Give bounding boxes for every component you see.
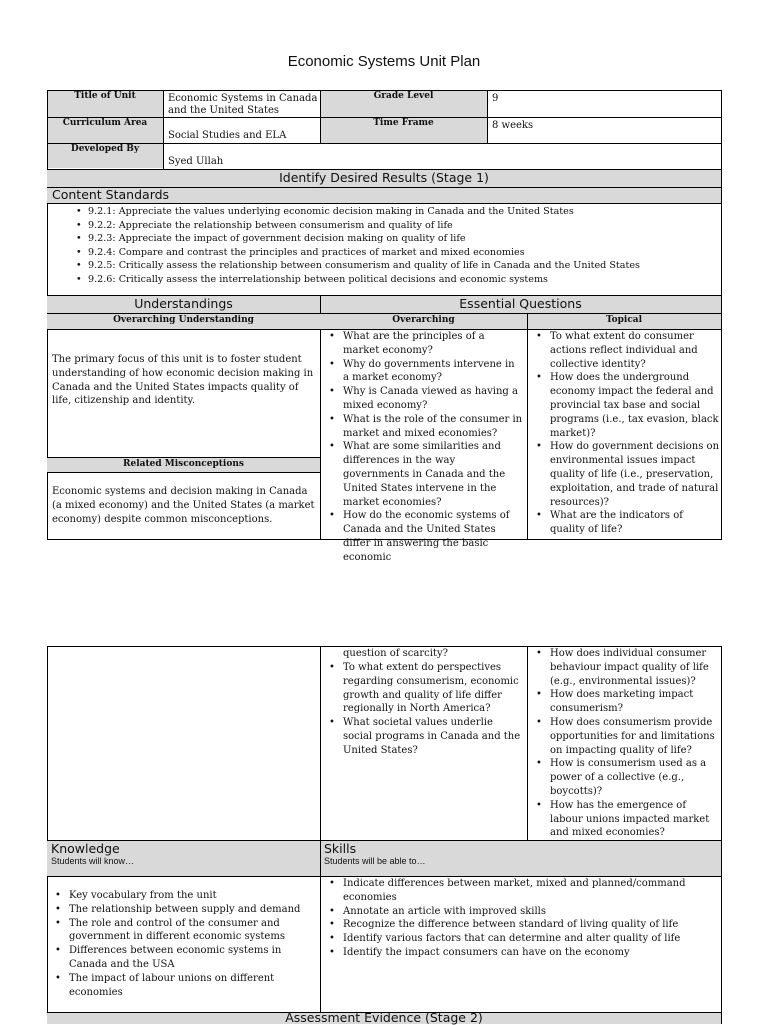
developed-by-label: Developed By [70,144,140,154]
title-of-unit-label: Title of Unit [74,91,136,101]
skills-header: Skills Students will be able to… [324,841,426,866]
curriculum-area-value: Social Studies and ELA [168,130,287,141]
time-frame-value: 8 weeks [492,120,534,131]
knowledge-header: Knowledge Students will know… [51,841,135,866]
list-item: • Identify the impact consumers can have on the economy [323,946,718,960]
list-item: • How do government decisions on environmental issues impact quality of life (i.e., preservation, exploitation, and trade of natural resources)? [530,440,719,509]
list-item: • The relationship between supply and demand [49,903,315,917]
overarching-continued: question of scarcity? [343,648,448,659]
list-item: • The role and control of the consumer and government in different economic systems [49,917,315,945]
list-item: • 9.2.2: Appreciate the relationship between consumerism and quality of life [70,219,640,233]
list-item: • Key vocabulary from the unit [49,889,315,903]
misconceptions-text: Economic systems and decision making in Canada (a mixed economy) and the United States (a market economy) despite common misconceptions. [52,486,315,525]
list-item: • 9.2.5: Critically assess the relationship between consumerism and quality of life in Canada and the United States [70,259,640,273]
list-item: • How does individual consumer behaviour impact quality of life (e.g., environmental issues)? [530,647,719,688]
list-item: • How do the economic systems of Canada and the United States differ in answering the basic economic [323,509,523,564]
topical-questions-list-2 [530,647,719,840]
list-item: • Differences between economic systems in Canada and the USA [49,944,315,972]
list-item: • Annotate an article with improved skills [323,905,718,919]
overarching-questions-list-2 [323,661,523,758]
time-frame-label: Time Frame [373,118,434,128]
list-item: • How does marketing impact consumerism? [530,688,719,716]
curriculum-area-label: Curriculum Area [62,118,148,128]
overarching-understanding-label: Overarching Understanding [113,315,254,325]
list-item: • 9.2.4: Compare and contrast the principles and practices of market and mixed economies [70,246,640,260]
list-item: • Identify various factors that can determine and alter quality of life [323,932,718,946]
list-item: • What are some similarities and differences in the way governments in Canada and the United States intervene in the market economies? [323,440,523,509]
overarching-label: Overarching [392,315,455,325]
list-item: • What societal values underlie social programs in Canada and the United States? [323,716,523,757]
knowledge-list [49,889,315,999]
list-item: • 9.2.1: Appreciate the values underlying economic decision making in Canada and the United States [70,205,640,219]
list-item: • What is the role of the consumer in market and mixed economies? [323,413,523,441]
list-item: • 9.2.3: Appreciate the impact of government decision making on quality of life [70,232,640,246]
list-item: • What are the principles of a market economy? [323,330,523,358]
list-item: • How does consumerism provide opportunities for and limitations on impacting quality of life? [530,716,719,757]
overarching-questions-list [323,330,523,563]
title-of-unit-value: Economic Systems in Canada and the United States [168,93,318,116]
content-standards-label: Content Standards [52,187,170,202]
list-item: • Why do governments intervene in a market economy? [323,358,523,386]
list-item: • Why is Canada viewed as having a mixed economy? [323,385,523,413]
list-item: • To what extent do perspectives regarding consumerism, economic growth and quality of life differ regionally in North America? [323,661,523,716]
stage2-heading: Assessment Evidence (Stage 2) [285,1010,483,1025]
list-item: • Recognize the difference between standard of living quality of life [323,918,718,932]
topical-label: Topical [605,315,643,325]
understandings-label: Understandings [134,296,233,311]
misconceptions-label: Related Misconceptions [123,459,244,469]
grade-level-label: Grade Level [373,91,434,101]
list-item: • How does the underground economy impact the federal and provincial tax base and social programs (i.e., tax evasion, black market)? [530,371,719,440]
stage1-heading: Identify Desired Results (Stage 1) [279,170,489,185]
skills-list [323,877,718,960]
essential-questions-label: Essential Questions [459,296,582,311]
page-title: Economic Systems Unit Plan [287,53,481,70]
topical-questions-list [530,330,719,539]
list-item: • How has the emergence of labour unions impacted market and mixed economies? [530,799,719,840]
developed-by-value: Syed Ullah [168,156,224,167]
list-item: • Indicate differences between market, mixed and planned/command economies [323,877,718,905]
list-item: • How is consumerism used as a power of a collective (e.g., boycotts)? [530,757,719,798]
standards-list [70,205,640,287]
grade-level-value: 9 [492,93,499,104]
list-item: • To what extent do consumer actions reflect individual and collective identity? [530,330,719,371]
list-item: • What are the indicators of quality of life? [530,509,719,537]
list-item: • The impact of labour unions on different economies [49,972,315,1000]
list-item: • 9.2.6: Critically assess the interrelationship between political decisions and economic systems [70,273,640,287]
understanding-text: The primary focus of this unit is to foster student understanding of how economic decision making in Canada and the United States impacts quality of life, citizenship and identity. [52,354,314,407]
